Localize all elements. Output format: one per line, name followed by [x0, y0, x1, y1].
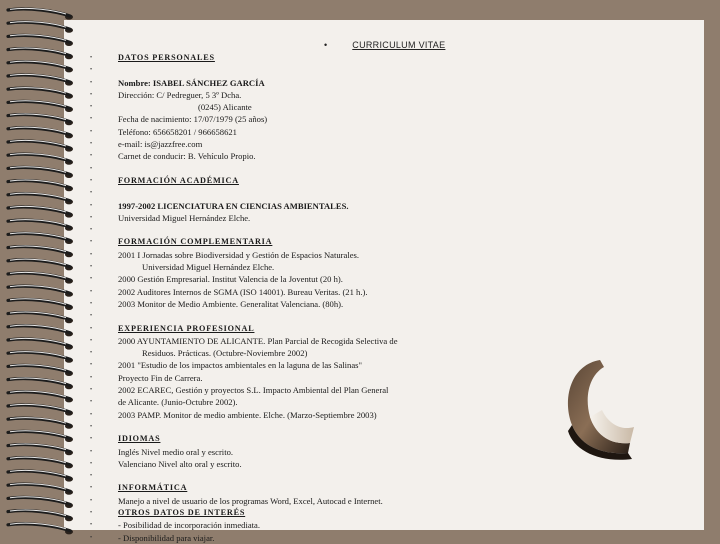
- cv-line: [90, 249, 690, 261]
- spiral-ring: [8, 206, 73, 217]
- spiral-ring: [8, 338, 73, 349]
- section-heading: EXPERIENCIA PROFESIONAL: [118, 323, 255, 333]
- bullet: •: [90, 509, 93, 516]
- cv-line-text: Universidad Miguel Hernández Elche.: [118, 212, 251, 223]
- bullet: •: [90, 202, 93, 209]
- cv-line-text: Manejo a nivel de usuario de los programas Word, Excel, Autocad e Internet.: [118, 495, 383, 506]
- spiral-ring: [8, 418, 73, 429]
- cv-line-text: 2001 "Estudio de los impactos ambientales en la laguna de las Salinas": [118, 360, 363, 371]
- cv-line-text: 1997-2002 LICENCIATURA EN CIENCIAS AMBIENTALES.: [118, 200, 349, 211]
- cv-line: [90, 212, 690, 224]
- cv-line: [90, 138, 690, 150]
- bullet: •: [90, 128, 93, 135]
- bullet: •: [90, 79, 93, 86]
- cv-line-text: 2001 I Jornadas sobre Biodiversidad y Gestión de Espacios Naturales.: [118, 249, 360, 260]
- cv-line: [90, 77, 690, 89]
- cv-line: [90, 113, 690, 125]
- bullet: •: [90, 227, 93, 234]
- spiral-ring: [8, 48, 73, 59]
- decorative-curl-graphic: [560, 355, 640, 465]
- section-heading: FORMACIÓN ACADÉMICA: [118, 175, 239, 185]
- spiral-ring: [8, 378, 73, 389]
- spiral-ring: [8, 431, 73, 442]
- spiral-ring: [8, 312, 73, 323]
- section-heading: DATOS PERSONALES: [118, 53, 215, 62]
- spiral-ring: [8, 8, 73, 19]
- cv-line: [90, 52, 690, 64]
- spiral-ring: [8, 167, 73, 178]
- bullet: •: [90, 55, 93, 61]
- cv-line-text: Dirección: C/ Pedreguer, 5 3º Dcha.: [118, 89, 242, 100]
- cv-line-text: 2003 Monitor de Medio Ambiente. Generalitat Valenciana. (80h).: [118, 298, 344, 309]
- cv-line-text: Residuos. Prácticas. (Octubre-Noviembre 2002): [142, 348, 308, 359]
- bullet: •: [90, 177, 93, 184]
- cv-line: [90, 261, 690, 273]
- bullet: •: [90, 522, 93, 529]
- bullet: •: [90, 497, 93, 504]
- spiral-ring: [8, 497, 73, 508]
- spiral-ring: [8, 352, 73, 363]
- spiral-ring: [8, 114, 73, 125]
- section-heading: OTROS DATOS DE INTERÉS: [118, 507, 246, 517]
- cv-line: [90, 236, 690, 248]
- spiral-ring: [8, 35, 73, 46]
- spiral-ring: [8, 154, 73, 165]
- bullet: •: [90, 190, 93, 197]
- bullet: •: [90, 362, 93, 369]
- cv-line: [90, 335, 690, 347]
- cv-line: [90, 150, 690, 162]
- bullet: •: [90, 436, 93, 443]
- spiral-ring: [8, 365, 73, 376]
- bullet: •: [90, 67, 93, 74]
- cv-line-text: - Disponibilidad para viajar.: [118, 532, 215, 543]
- cv-line: [90, 470, 690, 482]
- spiral-ring: [8, 101, 73, 112]
- bullet: •: [90, 374, 93, 381]
- bullet: •: [90, 300, 93, 307]
- cv-line: [90, 273, 690, 285]
- cv-line-text: e-mail: is@jazzfree.com: [118, 139, 203, 150]
- spiral-ring: [8, 484, 73, 495]
- bullet: •: [90, 91, 93, 98]
- cv-line: [90, 323, 690, 335]
- spiral-ring: [8, 523, 73, 534]
- spiral-ring: [8, 470, 73, 481]
- cv-line-text: 2000 Gestión Empresarial. Institut Valencia de la Joventut (20 h).: [118, 274, 343, 285]
- cv-line: [90, 64, 690, 76]
- cv-line-text: Nombre: ISABEL SÁNCHEZ GARCÍA: [118, 77, 265, 88]
- bullet: •: [90, 276, 93, 283]
- cv-line: [90, 101, 690, 113]
- cv-line-text: Proyecto Fin de Carrera.: [118, 372, 203, 383]
- cv-line-text: 2002 Auditores Internos de SGMA (ISO 14001). Bureau Veritas. (21 h.).: [118, 286, 368, 297]
- bullet: •: [90, 350, 93, 357]
- spiral-ring: [8, 404, 73, 415]
- spiral-ring: [8, 180, 73, 191]
- spiral-ring: [8, 259, 73, 270]
- cv-line-text: Teléfono: 656658201 / 966658621: [118, 126, 237, 137]
- cv-line: [90, 482, 690, 494]
- bullet: •: [90, 387, 93, 394]
- bullet: •: [90, 473, 93, 480]
- spiral-ring: [8, 444, 73, 455]
- spiral-ring: [8, 299, 73, 310]
- cv-line-text: 2000 AYUNTAMIENTO DE ALICANTE. Plan Parcial de Recogida Selectiva de: [118, 335, 398, 346]
- bullet: •: [90, 141, 93, 148]
- spiral-ring: [8, 22, 73, 33]
- bullet: •: [90, 534, 93, 541]
- cv-line: [90, 224, 690, 236]
- spiral-ring: [8, 233, 73, 244]
- cv-line-text: Valenciano Nivel alto oral y escrito.: [118, 458, 242, 469]
- spiral-ring: [8, 140, 73, 151]
- bullet: •: [90, 264, 93, 271]
- bullet: •: [90, 448, 93, 455]
- bullet: •: [90, 325, 93, 332]
- bullet: •: [90, 153, 93, 160]
- spiral-ring: [8, 193, 73, 204]
- spiral-ring: [8, 325, 73, 336]
- bullet: •: [90, 411, 93, 418]
- cv-line: [90, 175, 690, 187]
- cv-line-text: Fecha de nacimiento: 17/07/1979 (25 años): [118, 114, 268, 125]
- bullet: •: [324, 40, 328, 50]
- bullet: •: [90, 288, 93, 295]
- cv-line: [90, 298, 690, 310]
- spiral-ring: [8, 74, 73, 85]
- cv-line: [90, 163, 690, 175]
- bullet: •: [90, 460, 93, 467]
- spiral-ring: [8, 457, 73, 468]
- cv-line: [90, 200, 690, 212]
- cv-line-text: - Posibilidad de incorporación inmediata.: [118, 520, 260, 531]
- spiral-binding: [0, 0, 93, 540]
- cv-content: [90, 52, 690, 544]
- cv-line-text: Universidad Miguel Hernández Elche.: [142, 262, 275, 273]
- bullet: •: [90, 485, 93, 492]
- cv-line-text: (0245) Alicante: [198, 102, 252, 113]
- cv-line-text: de Alicante. (Junio-Octubre 2002).: [118, 397, 238, 408]
- cv-line-text: 2002 ECAREC, Gestión y proyectos S.L. Impacto Ambiental del Plan General: [118, 385, 389, 396]
- cv-line: [90, 495, 690, 507]
- cv-line: [90, 532, 690, 544]
- spiral-ring: [8, 220, 73, 231]
- page-title: CURRICULUM VITAE: [352, 40, 446, 50]
- bullet: •: [90, 423, 93, 430]
- cv-line: [90, 310, 690, 322]
- section-heading: IDIOMAS: [118, 434, 161, 444]
- spiral-ring: [8, 246, 73, 257]
- bullet: •: [90, 116, 93, 123]
- bullet: •: [90, 337, 93, 344]
- cv-line: [90, 286, 690, 298]
- cv-line: [90, 519, 690, 531]
- cv-line-text: 2003 PAMP. Monitor de medio ambiente. Elche. (Marzo-Septiembre 2003): [118, 409, 377, 420]
- spiral-ring: [8, 61, 73, 72]
- title-row: [324, 40, 445, 50]
- cv-line: [90, 89, 690, 101]
- cv-line-text: Inglés Nivel medio oral y escrito.: [118, 446, 234, 457]
- spiral-ring: [8, 272, 73, 283]
- bullet: •: [90, 214, 93, 221]
- bullet: •: [90, 239, 93, 246]
- spiral-ring: [8, 286, 73, 297]
- bullet: •: [90, 251, 93, 258]
- spiral-ring: [8, 127, 73, 138]
- cv-line: [90, 126, 690, 138]
- spiral-ring: [8, 88, 73, 99]
- cv-line-text: Carnet de conducir: B. Vehículo Propio.: [118, 151, 256, 162]
- bullet: •: [90, 313, 93, 320]
- cv-line: [90, 187, 690, 199]
- bullet: •: [90, 165, 93, 172]
- bullet: •: [90, 104, 93, 111]
- cv-line: [90, 507, 690, 519]
- section-heading: FORMACIÓN COMPLEMENTARIA: [118, 237, 273, 247]
- bullet: •: [90, 399, 93, 406]
- spiral-ring: [8, 391, 73, 402]
- spiral-ring: [8, 510, 73, 521]
- section-heading: INFORMÁTICA: [118, 483, 188, 493]
